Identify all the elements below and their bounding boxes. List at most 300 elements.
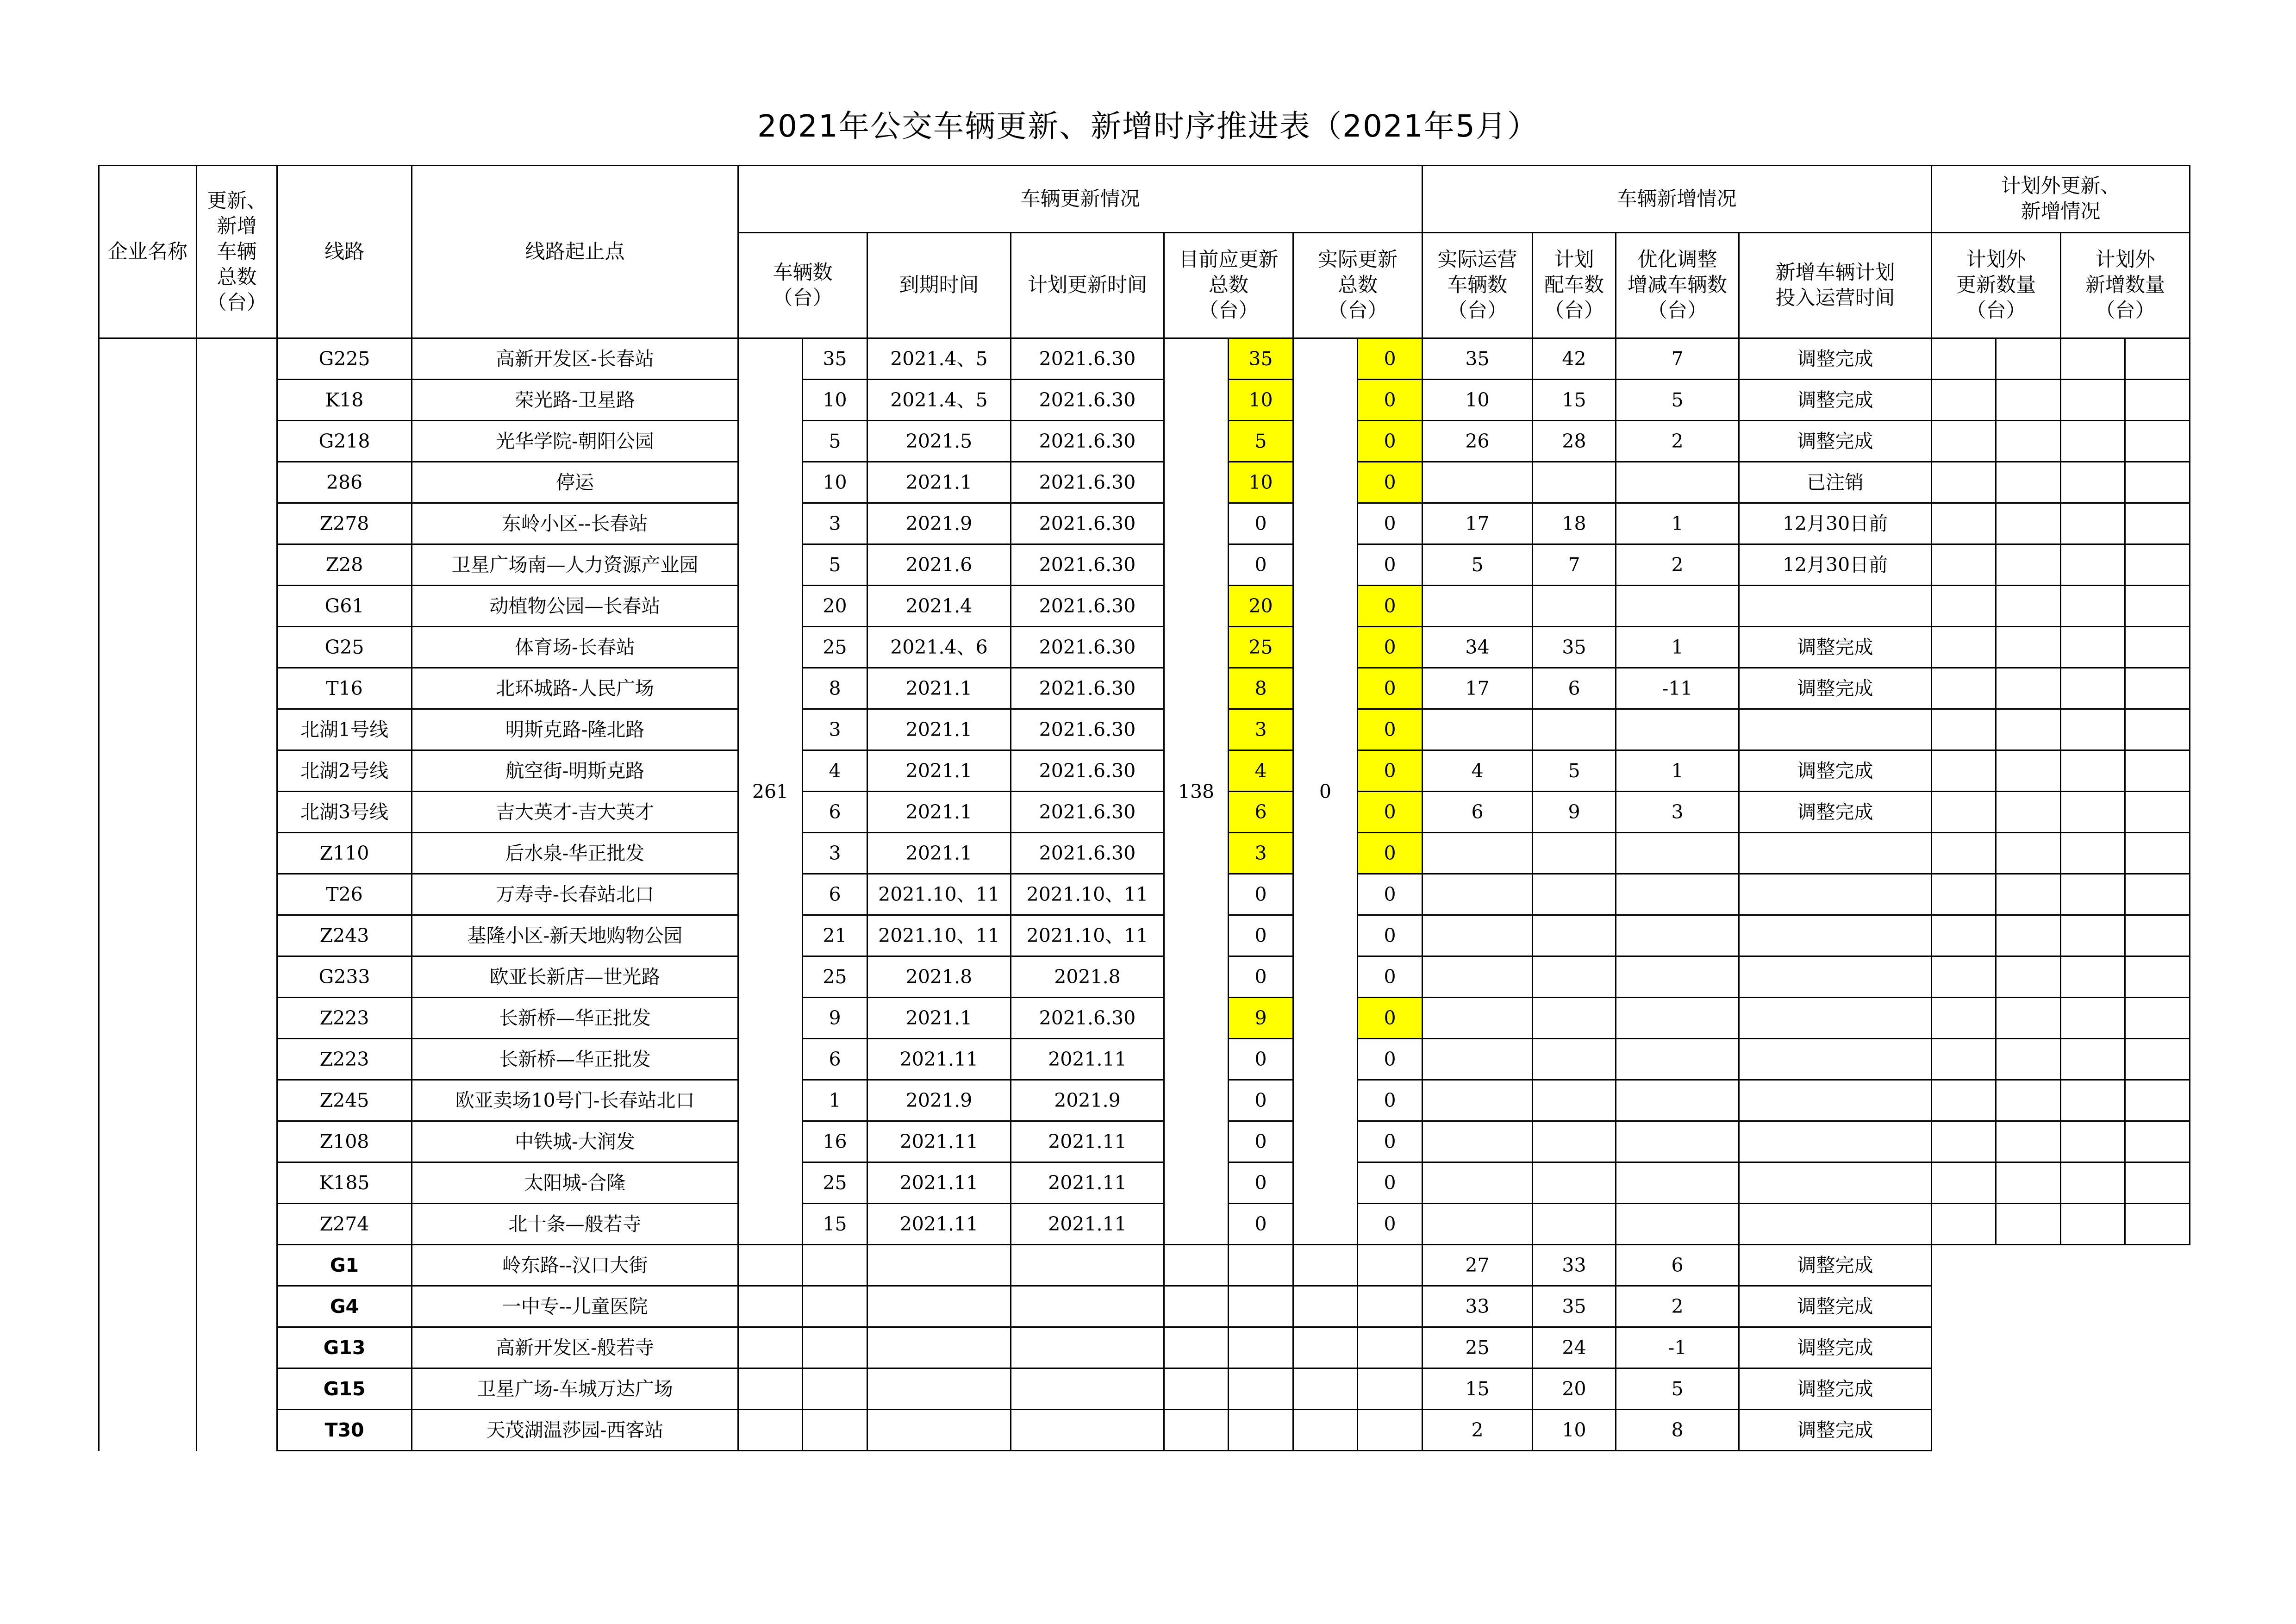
actual-update-cell: 0: [1358, 998, 1423, 1039]
expire-time-cell: 2021.4、5: [867, 338, 1011, 380]
extra-empty-cell: [2061, 1327, 2125, 1368]
vehicle-count-cell: 3: [803, 833, 867, 874]
extra-new-cell: [2125, 586, 2190, 627]
actual-operating-cell: 2: [1423, 1410, 1533, 1451]
expire-time-cell: 2021.1: [867, 750, 1011, 792]
actual-update-cell: 0: [1358, 1039, 1423, 1080]
new-plan-time-cell: [1739, 833, 1932, 874]
extra-new-cell: [2061, 956, 2125, 998]
extra-new-cell: [2061, 874, 2125, 915]
extra-update-cell: [1996, 956, 2061, 998]
update-empty-cell: [1011, 1245, 1164, 1286]
extra-empty-cell: [1996, 1286, 2061, 1327]
table-row: [99, 1080, 2190, 1121]
new-plan-time-cell: 12月30日前: [1739, 503, 1932, 544]
extra-update-cell: [1996, 874, 2061, 915]
opt-adjust-cell: [1616, 709, 1739, 750]
update-empty-cell: [738, 1410, 803, 1451]
plan-alloc-cell: 28: [1533, 421, 1616, 462]
plan-update-time-cell: 2021.6.30: [1011, 380, 1164, 421]
new-plan-time-cell: 调整完成: [1739, 380, 1932, 421]
header-extra-update: 计划外 更新数量 （台）: [1932, 233, 2061, 338]
endpoints-cell: 光华学院-朝阳公园: [412, 421, 738, 462]
opt-adjust-cell: 8: [1616, 1410, 1739, 1451]
extra-update-cell: [1996, 709, 2061, 750]
endpoints-cell: 停运: [412, 462, 738, 503]
table-row: [99, 1368, 2190, 1410]
vehicle-count-cell: 25: [803, 1162, 867, 1204]
new-plan-time-cell: 调整完成: [1739, 1245, 1932, 1286]
actual-update-cell: 0: [1358, 709, 1423, 750]
extra-update-cell: [1932, 874, 1996, 915]
extra-empty-cell: [2061, 1368, 2125, 1410]
timeline-table: [98, 165, 2190, 1451]
update-empty-cell: [1358, 1368, 1423, 1410]
extra-update-cell: [1996, 544, 2061, 586]
endpoints-cell: 中铁城-大润发: [412, 1121, 738, 1162]
extra-update-cell: [1932, 792, 1996, 833]
new-plan-time-cell: [1739, 586, 1932, 627]
should-update-cell: 4: [1229, 750, 1293, 792]
route-cell: Z243: [277, 915, 412, 956]
update-empty-cell: [1011, 1327, 1164, 1368]
route-cell: G233: [277, 956, 412, 998]
expire-time-cell: 2021.1: [867, 833, 1011, 874]
route-cell: G218: [277, 421, 412, 462]
update-empty-cell: [1293, 1286, 1358, 1327]
new-plan-time-cell: [1739, 956, 1932, 998]
plan-update-time-cell: 2021.10、11: [1011, 915, 1164, 956]
table-row: [99, 1327, 2190, 1368]
update-empty-cell: [803, 1327, 867, 1368]
actual-update-cell: 0: [1358, 668, 1423, 709]
opt-adjust-cell: [1616, 586, 1739, 627]
actual-operating-cell: [1423, 833, 1533, 874]
extra-new-cell: [2125, 1080, 2190, 1121]
extra-update-cell: [1932, 956, 1996, 998]
opt-adjust-cell: 7: [1616, 338, 1739, 380]
header-extra-new: 计划外 新增数量 （台）: [2061, 233, 2190, 338]
expire-time-cell: 2021.10、11: [867, 874, 1011, 915]
expire-time-cell: 2021.10、11: [867, 915, 1011, 956]
update-empty-cell: [1358, 1327, 1423, 1368]
plan-alloc-cell: 35: [1533, 1286, 1616, 1327]
table-row: [99, 338, 2190, 380]
header-should-update: 目前应更新 总数 （台）: [1164, 233, 1293, 338]
actual-operating-cell: 27: [1423, 1245, 1533, 1286]
actual-update-cell: 0: [1358, 792, 1423, 833]
extra-update-cell: [1996, 586, 2061, 627]
extra-new-cell: [2125, 956, 2190, 998]
plan-alloc-cell: [1533, 956, 1616, 998]
expire-time-cell: 2021.11: [867, 1162, 1011, 1204]
page-title: 2021年公交车辆更新、新增时序推进表（2021年5月）: [757, 108, 1539, 144]
expire-time-cell: 2021.11: [867, 1121, 1011, 1162]
endpoints-cell: 荣光路-卫星路: [412, 380, 738, 421]
table-row: [99, 668, 2190, 709]
expire-time-cell: 2021.5: [867, 421, 1011, 462]
plan-update-time-cell: 2021.11: [1011, 1121, 1164, 1162]
plan-alloc-cell: [1533, 915, 1616, 956]
update-empty-cell: [1358, 1410, 1423, 1451]
header-update-group: 车辆更新情况: [738, 166, 1423, 233]
actual-operating-cell: 33: [1423, 1286, 1533, 1327]
new-plan-time-cell: [1739, 1039, 1932, 1080]
extra-update-cell: [1932, 1080, 1996, 1121]
endpoints-cell: 吉大英才-吉大英才: [412, 792, 738, 833]
plan-update-time-cell: 2021.9: [1011, 1080, 1164, 1121]
route-cell: G1: [277, 1245, 412, 1286]
route-cell: G61: [277, 586, 412, 627]
extra-empty-cell: [2125, 1327, 2190, 1368]
vehicle-count-cell: 35: [803, 338, 867, 380]
extra-update-cell: [1932, 1162, 1996, 1204]
expire-time-cell: 2021.1: [867, 792, 1011, 833]
plan-update-time-cell: 2021.11: [1011, 1162, 1164, 1204]
plan-update-time-cell: 2021.8: [1011, 956, 1164, 998]
update-empty-cell: [1293, 1410, 1358, 1451]
vehicle-count-cell: 8: [803, 668, 867, 709]
extra-empty-cell: [2061, 1245, 2125, 1286]
actual-operating-cell: 34: [1423, 627, 1533, 668]
opt-adjust-cell: 1: [1616, 627, 1739, 668]
expire-time-cell: 2021.11: [867, 1039, 1011, 1080]
endpoints-cell: 高新开发区-长春站: [412, 338, 738, 380]
table-row: [99, 1121, 2190, 1162]
opt-adjust-cell: [1616, 1204, 1739, 1245]
should-update-cell: 3: [1229, 709, 1293, 750]
route-cell: T16: [277, 668, 412, 709]
should-update-cell: 0: [1229, 1080, 1293, 1121]
extra-update-cell: [1996, 1162, 2061, 1204]
extra-update-cell: [1932, 380, 1996, 421]
plan-update-time-cell: 2021.6.30: [1011, 462, 1164, 503]
vehicle-count-cell: 3: [803, 503, 867, 544]
route-cell: 286: [277, 462, 412, 503]
extra-update-cell: [1932, 915, 1996, 956]
route-cell: Z28: [277, 544, 412, 586]
extra-update-cell: [1932, 1039, 1996, 1080]
extra-update-cell: [1932, 998, 1996, 1039]
extra-update-cell: [1996, 792, 2061, 833]
extra-update-cell: [1932, 462, 1996, 503]
header-vehicle-count: 车辆数 （台）: [738, 233, 867, 338]
extra-update-cell: [1996, 421, 2061, 462]
extra-new-cell: [2061, 833, 2125, 874]
vehicle-count-cell: 4: [803, 750, 867, 792]
actual-operating-cell: 10: [1423, 380, 1533, 421]
extra-new-cell: [2061, 627, 2125, 668]
new-plan-time-cell: 调整完成: [1739, 1410, 1932, 1451]
header-new-plan-time: 新增车辆计划 投入运营时间: [1739, 233, 1932, 338]
opt-adjust-cell: 2: [1616, 544, 1739, 586]
table-row: [99, 586, 2190, 627]
table-row: [99, 1245, 2190, 1286]
endpoints-cell: 东岭小区--长春站: [412, 503, 738, 544]
vehicle-count-cell: 3: [803, 709, 867, 750]
vehicle-count-cell: 5: [803, 421, 867, 462]
actual-operating-cell: 15: [1423, 1368, 1533, 1410]
update-empty-cell: [867, 1327, 1011, 1368]
new-plan-time-cell: 调整完成: [1739, 668, 1932, 709]
extra-empty-cell: [1932, 1327, 1996, 1368]
actual-update-cell: 0: [1358, 874, 1423, 915]
vehicle-count-cell: 9: [803, 998, 867, 1039]
vehicle-count-cell: 6: [803, 1039, 867, 1080]
extra-empty-cell: [1932, 1245, 1996, 1286]
new-plan-time-cell: 调整完成: [1739, 750, 1932, 792]
header-row-1: [99, 166, 2190, 233]
should-update-total-cell: 138: [1164, 338, 1229, 1245]
endpoints-cell: 体育场-长春站: [412, 627, 738, 668]
actual-operating-cell: [1423, 998, 1533, 1039]
expire-time-cell: 2021.1: [867, 462, 1011, 503]
extra-update-cell: [1996, 380, 2061, 421]
actual-update-cell: 0: [1358, 833, 1423, 874]
update-empty-cell: [1358, 1245, 1423, 1286]
update-empty-cell: [1164, 1368, 1229, 1410]
extra-new-cell: [2125, 544, 2190, 586]
extra-update-cell: [1996, 338, 2061, 380]
header-actual-operating: 实际运营 车辆数 （台）: [1423, 233, 1533, 338]
update-empty-cell: [1164, 1410, 1229, 1451]
table-row: [99, 462, 2190, 503]
should-update-cell: 5: [1229, 421, 1293, 462]
extra-empty-cell: [1932, 1410, 1996, 1451]
table-row: [99, 1286, 2190, 1327]
route-cell: Z223: [277, 998, 412, 1039]
extra-update-cell: [1996, 1039, 2061, 1080]
update-empty-cell: [1229, 1245, 1293, 1286]
extra-update-cell: [1996, 915, 2061, 956]
extra-new-cell: [2125, 998, 2190, 1039]
actual-update-cell: 0: [1358, 1121, 1423, 1162]
should-update-cell: 10: [1229, 462, 1293, 503]
update-empty-cell: [803, 1245, 867, 1286]
extra-update-cell: [1996, 1204, 2061, 1245]
route-cell: K185: [277, 1162, 412, 1204]
extra-new-cell: [2061, 750, 2125, 792]
update-empty-cell: [1293, 1245, 1358, 1286]
route-cell: G13: [277, 1327, 412, 1368]
extra-new-cell: [2125, 874, 2190, 915]
endpoints-cell: 航空街-明斯克路: [412, 750, 738, 792]
expire-time-cell: 2021.4、6: [867, 627, 1011, 668]
update-empty-cell: [803, 1286, 867, 1327]
should-update-cell: 10: [1229, 380, 1293, 421]
update-empty-cell: [1293, 1368, 1358, 1410]
extra-new-cell: [2061, 709, 2125, 750]
header-company: 企业名称: [99, 166, 197, 338]
endpoints-cell: 卫星广场南—人力资源产业园: [412, 544, 738, 586]
route-cell: G225: [277, 338, 412, 380]
vehicle-count-cell: 10: [803, 462, 867, 503]
update-empty-cell: [1164, 1327, 1229, 1368]
expire-time-cell: 2021.6: [867, 544, 1011, 586]
route-cell: G15: [277, 1368, 412, 1410]
actual-update-cell: 0: [1358, 338, 1423, 380]
plan-update-time-cell: 2021.6.30: [1011, 833, 1164, 874]
extra-new-cell: [2125, 833, 2190, 874]
table-row: [99, 874, 2190, 915]
update-empty-cell: [867, 1410, 1011, 1451]
actual-update-cell: 0: [1358, 1204, 1423, 1245]
table-row: [99, 956, 2190, 998]
table-row: [99, 544, 2190, 586]
endpoints-cell: 长新桥—华正批发: [412, 998, 738, 1039]
header-plan-alloc: 计划 配车数 （台）: [1533, 233, 1616, 338]
extra-new-cell: [2061, 1080, 2125, 1121]
update-empty-cell: [1229, 1368, 1293, 1410]
extra-empty-cell: [1996, 1245, 2061, 1286]
header-route: 线路: [277, 166, 412, 338]
should-update-cell: 0: [1229, 544, 1293, 586]
opt-adjust-cell: -11: [1616, 668, 1739, 709]
should-update-cell: 0: [1229, 1039, 1293, 1080]
plan-update-time-cell: 2021.6.30: [1011, 627, 1164, 668]
plan-update-time-cell: 2021.6.30: [1011, 586, 1164, 627]
opt-adjust-cell: -1: [1616, 1327, 1739, 1368]
opt-adjust-cell: [1616, 998, 1739, 1039]
actual-update-cell: 0: [1358, 462, 1423, 503]
opt-adjust-cell: 2: [1616, 421, 1739, 462]
actual-operating-cell: [1423, 586, 1533, 627]
endpoints-cell: 欧亚卖场10号门-长春站北口: [412, 1080, 738, 1121]
update-empty-cell: [738, 1245, 803, 1286]
header-plan-update-time: 计划更新时间: [1011, 233, 1164, 338]
plan-update-time-cell: 2021.6.30: [1011, 792, 1164, 833]
opt-adjust-cell: [1616, 1162, 1739, 1204]
actual-update-cell: 0: [1358, 1162, 1423, 1204]
route-cell: G4: [277, 1286, 412, 1327]
header-endpoints: 线路起止点: [412, 166, 738, 338]
extra-new-cell: [2125, 792, 2190, 833]
extra-new-cell: [2125, 380, 2190, 421]
new-plan-time-cell: 调整完成: [1739, 1327, 1932, 1368]
endpoints-cell: 一中专--儿童医院: [412, 1286, 738, 1327]
endpoints-cell: 北十条—般若寺: [412, 1204, 738, 1245]
actual-update-cell: 0: [1358, 544, 1423, 586]
opt-adjust-cell: [1616, 1121, 1739, 1162]
plan-alloc-cell: 7: [1533, 544, 1616, 586]
should-update-cell: 9: [1229, 998, 1293, 1039]
extra-update-cell: [1996, 503, 2061, 544]
actual-operating-cell: 25: [1423, 1327, 1533, 1368]
should-update-cell: 3: [1229, 833, 1293, 874]
plan-alloc-cell: [1533, 998, 1616, 1039]
header-new-group: 车辆新增情况: [1423, 166, 1932, 233]
table-row: [99, 1410, 2190, 1451]
plan-alloc-cell: 35: [1533, 627, 1616, 668]
extra-update-cell: [1932, 503, 1996, 544]
actual-operating-cell: 6: [1423, 792, 1533, 833]
table-row: [99, 709, 2190, 750]
update-empty-cell: [1229, 1410, 1293, 1451]
new-plan-time-cell: [1739, 1080, 1932, 1121]
route-cell: Z274: [277, 1204, 412, 1245]
actual-update-cell: 0: [1358, 956, 1423, 998]
update-empty-cell: [1164, 1245, 1229, 1286]
opt-adjust-cell: [1616, 915, 1739, 956]
extra-update-cell: [1932, 1204, 1996, 1245]
extra-new-cell: [2125, 709, 2190, 750]
new-plan-time-cell: [1739, 1204, 1932, 1245]
endpoints-cell: 长新桥—华正批发: [412, 1039, 738, 1080]
plan-update-time-cell: 2021.6.30: [1011, 668, 1164, 709]
table-row: [99, 1039, 2190, 1080]
route-cell: 北湖2号线: [277, 750, 412, 792]
new-plan-time-cell: 已注销: [1739, 462, 1932, 503]
update-empty-cell: [803, 1368, 867, 1410]
endpoints-cell: 后水泉-华正批发: [412, 833, 738, 874]
update-empty-cell: [1164, 1286, 1229, 1327]
extra-update-cell: [1932, 338, 1996, 380]
extra-empty-cell: [1932, 1286, 1996, 1327]
extra-update-cell: [1932, 586, 1996, 627]
opt-adjust-cell: [1616, 1039, 1739, 1080]
actual-operating-cell: 17: [1423, 503, 1533, 544]
extra-empty-cell: [1996, 1327, 2061, 1368]
plan-alloc-cell: 6: [1533, 668, 1616, 709]
table-row: [99, 833, 2190, 874]
extra-update-cell: [1996, 462, 2061, 503]
route-cell: Z223: [277, 1039, 412, 1080]
expire-time-cell: 2021.4、5: [867, 380, 1011, 421]
endpoints-cell: 万寿寺-长春站北口: [412, 874, 738, 915]
extra-new-cell: [2061, 586, 2125, 627]
actual-operating-cell: [1423, 1162, 1533, 1204]
plan-alloc-cell: [1533, 1080, 1616, 1121]
extra-new-cell: [2061, 1121, 2125, 1162]
table-row: [99, 750, 2190, 792]
new-plan-time-cell: 调整完成: [1739, 338, 1932, 380]
endpoints-cell: 基隆小区-新天地购物公园: [412, 915, 738, 956]
actual-operating-cell: 17: [1423, 668, 1533, 709]
plan-alloc-cell: [1533, 1121, 1616, 1162]
should-update-cell: 0: [1229, 1121, 1293, 1162]
plan-update-time-cell: 2021.6.30: [1011, 709, 1164, 750]
expire-time-cell: 2021.11: [867, 1204, 1011, 1245]
extra-new-cell: [2061, 792, 2125, 833]
extra-empty-cell: [2125, 1245, 2190, 1286]
extra-new-cell: [2061, 380, 2125, 421]
expire-time-cell: 2021.9: [867, 1080, 1011, 1121]
plan-alloc-cell: 9: [1533, 792, 1616, 833]
plan-alloc-cell: 42: [1533, 338, 1616, 380]
route-cell: T30: [277, 1410, 412, 1451]
actual-operating-cell: 26: [1423, 421, 1533, 462]
plan-alloc-cell: 15: [1533, 380, 1616, 421]
update-empty-cell: [1011, 1410, 1164, 1451]
extra-new-cell: [2125, 627, 2190, 668]
plan-update-time-cell: 2021.11: [1011, 1204, 1164, 1245]
update-empty-cell: [867, 1368, 1011, 1410]
header-expire-time: 到期时间: [867, 233, 1011, 338]
extra-update-cell: [1932, 833, 1996, 874]
extra-new-cell: [2061, 544, 2125, 586]
plan-update-time-cell: 2021.6.30: [1011, 750, 1164, 792]
route-cell: Z245: [277, 1080, 412, 1121]
update-empty-cell: [867, 1286, 1011, 1327]
vehicle-count-cell: 21: [803, 915, 867, 956]
extra-update-cell: [1932, 1121, 1996, 1162]
endpoints-cell: 欧亚长新店—世光路: [412, 956, 738, 998]
extra-new-cell: [2125, 338, 2190, 380]
extra-new-cell: [2061, 998, 2125, 1039]
route-cell: K18: [277, 380, 412, 421]
actual-operating-cell: [1423, 462, 1533, 503]
extra-new-cell: [2125, 915, 2190, 956]
